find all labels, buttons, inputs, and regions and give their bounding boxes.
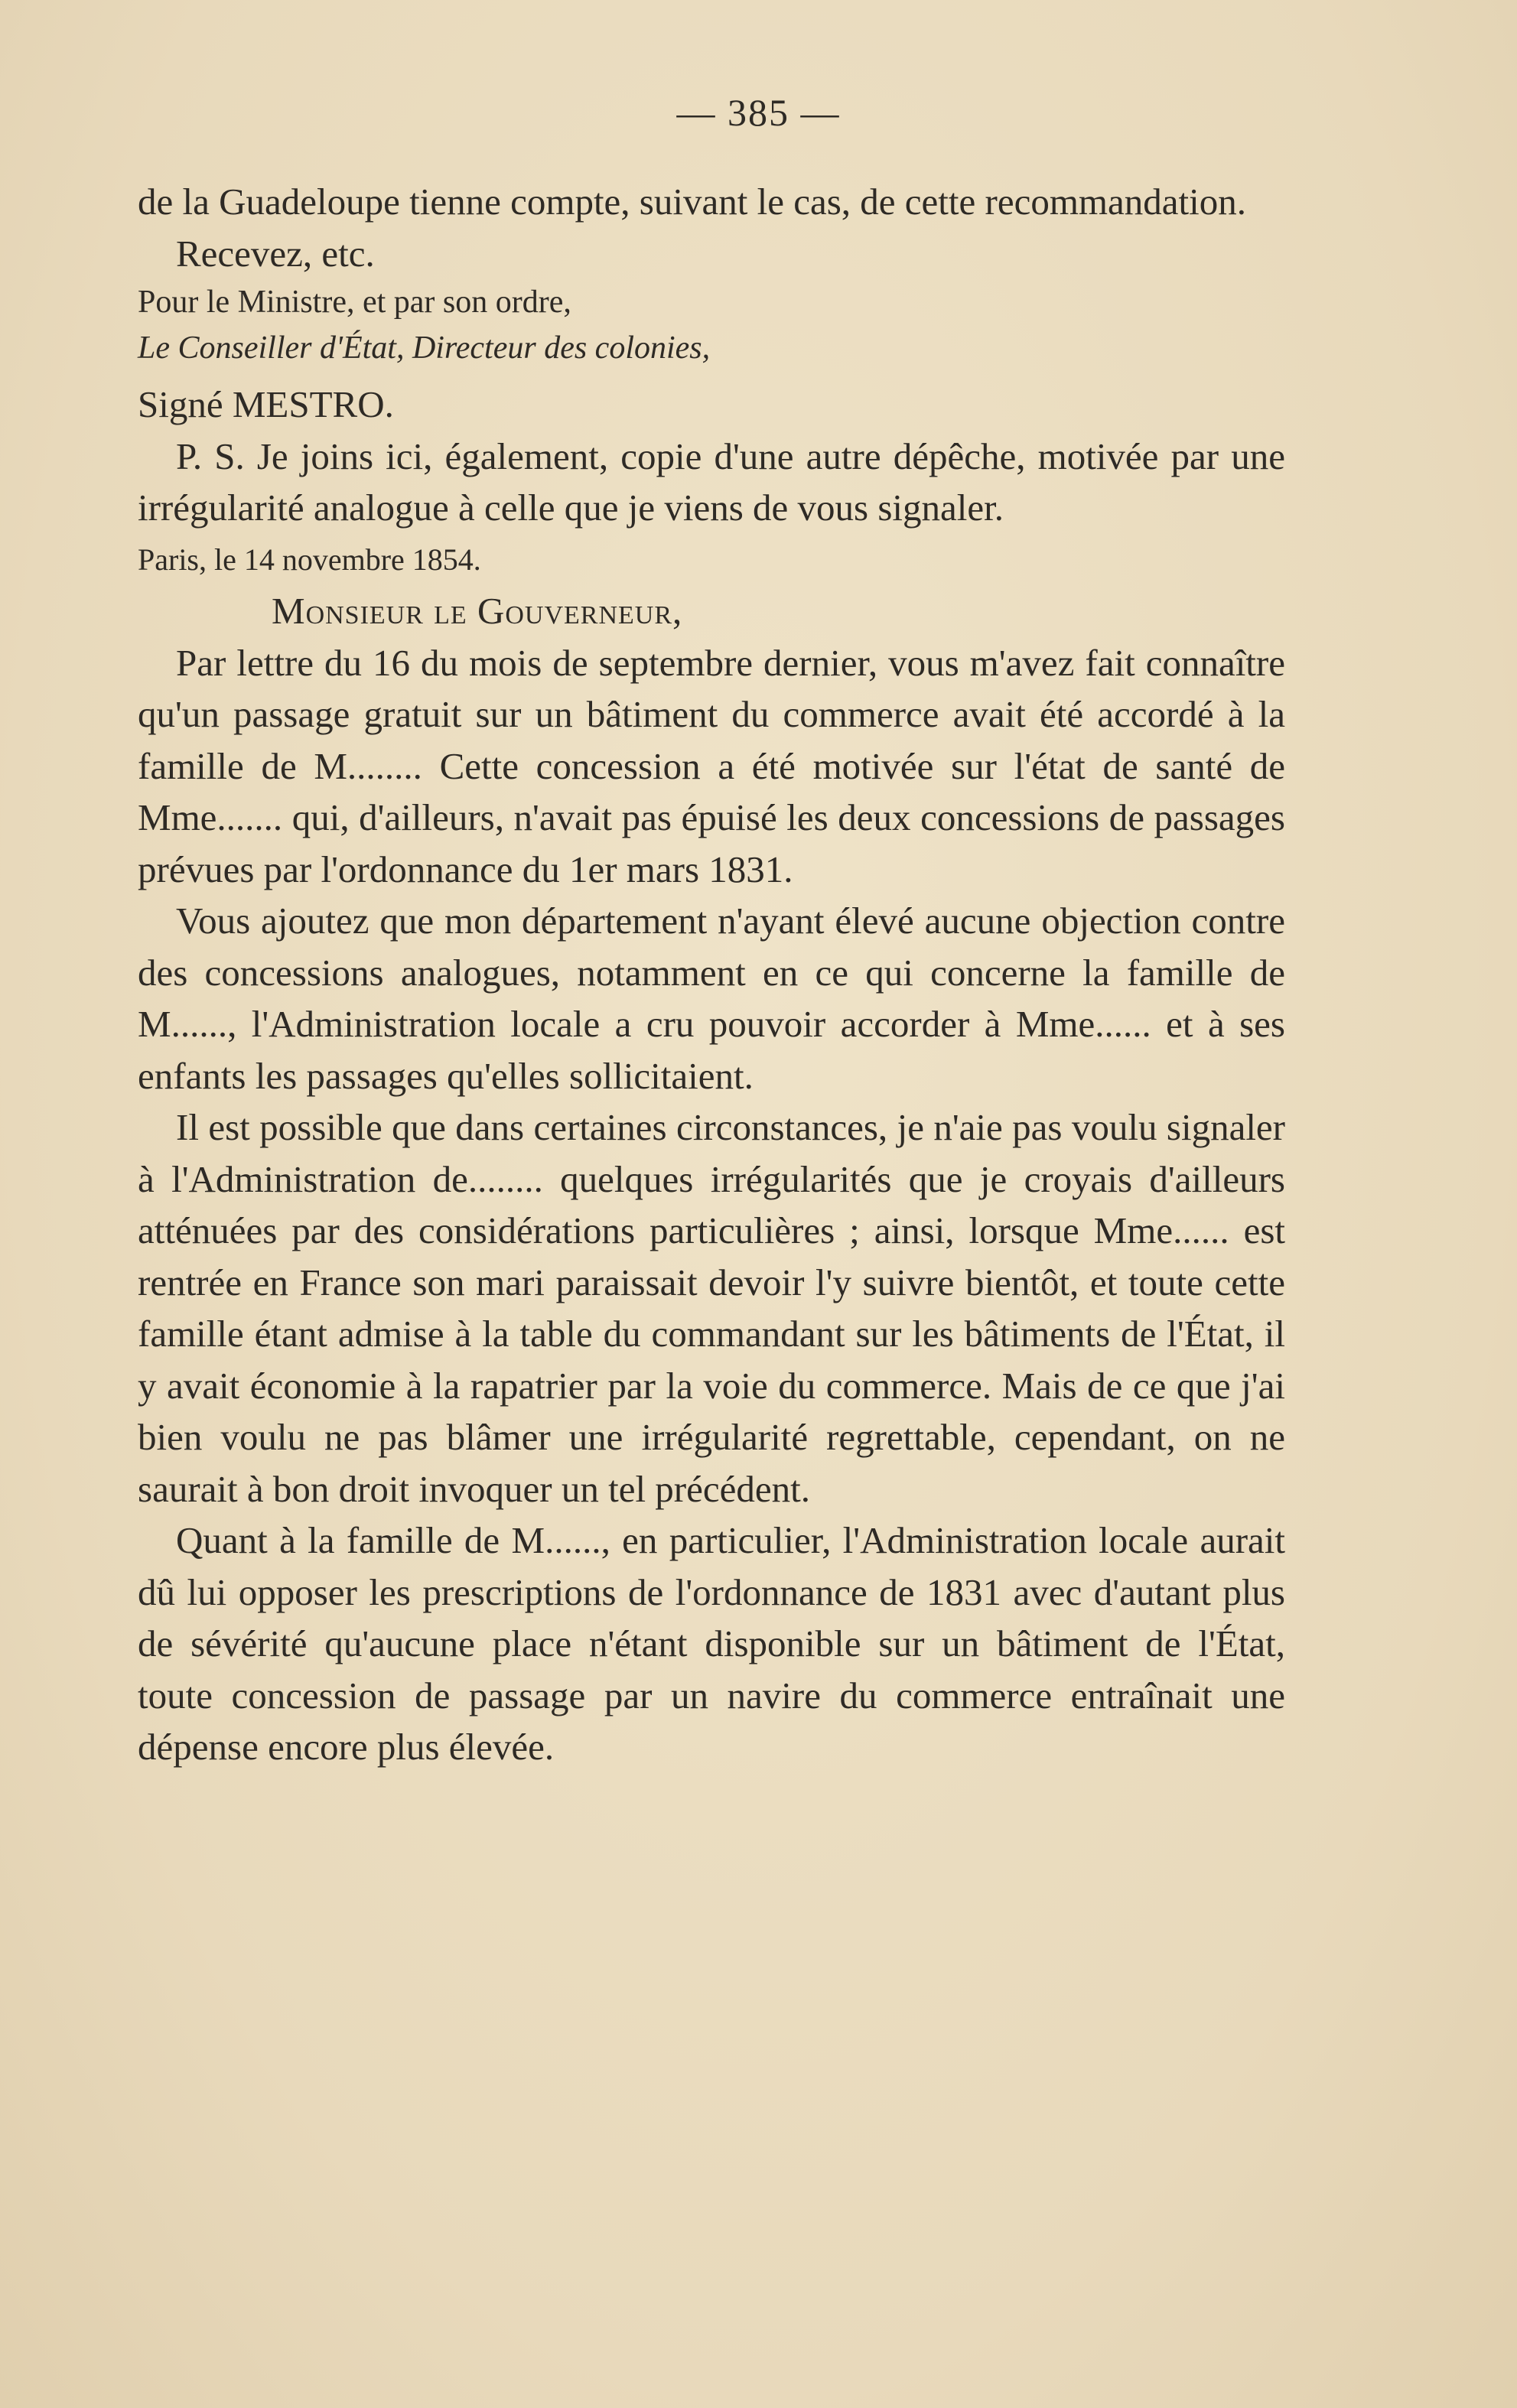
- signature-line-minister: Pour le Ministre, et par son ordre,: [138, 285, 571, 320]
- paragraph-recommendation: de la Guadeloupe tienne compte, suivant le cas, de cette recommandation.: [138, 181, 1247, 223]
- paragraph-objection: Vous ajoutez que mon département n'ayant élevé aucune objection contre des concessions analogues, notamment en ce qui concerne la famille de M......, l'Administration locale a cru pouvoir accorder à Mme...... et à ses enfants les passages qu'elles sollicitaient.: [138, 900, 1285, 1097]
- postscript: P. S. Je joins ici, également, copie d'une autre dépêche, motivée par une irrégularité analogue à celle que je viens de vous signaler.: [138, 434, 1285, 529]
- page-number: — 385 —: [676, 91, 841, 134]
- signature-name: Signé MESTRO.: [138, 383, 394, 425]
- paragraph-circumstances: Il est possible que dans certaines circonstances, je n'aie pas voulu signaler à l'Administration de........ quelques irrégularités que je croyais d'ailleurs atténuées par des considérations particulières ; ainsi, lorsque Mme...... est rentrée en France son mari paraissait devoir l'y suivre bientôt, et toute cette famille étant admise à la table du commandant sur les bâtiments de l'État, il y avait économie à la rapatrier par la voie du commerce. Mais de ce que j'ai bien voulu ne pas blâmer une irrégularité regrettable, cependant, on ne saurait à bon droit invoquer un tel précédent.: [138, 1106, 1285, 1510]
- salutation: Monsieur le Gouverneur,: [272, 590, 683, 632]
- closing-formula: Recevez, etc.: [176, 232, 375, 275]
- signature-line-title: Le Conseiller d'État, Directeur des colonies,: [138, 330, 711, 366]
- paragraph-family: Quant à la famille de M......, en particulier, l'Administration locale aurait dû lui opposer les prescriptions de l'ordonnance de 1831 avec d'autant plus de sévérité qu'aucune place n'étant disponible sur un bâtiment de l'État, toute concession de passage par un navire du commerce entraînait une dépense encore plus élevée.: [138, 1519, 1285, 1768]
- paragraph-letter: Par lettre du 16 du mois de septembre dernier, vous m'avez fait connaître qu'un passage gratuit sur un bâtiment du commerce avait été accordé à la famille de M........ Cette concession a été motivée sur l'état de santé de Mme....... qui, d'ailleurs, n'avait pas épuisé les deux concessions de passages prévues par l'ordonnance du 1er mars 1831.: [138, 641, 1285, 890]
- letter-date: Paris, le 14 novembre 1854.: [138, 542, 481, 577]
- body-text: [138, 176, 1285, 1773]
